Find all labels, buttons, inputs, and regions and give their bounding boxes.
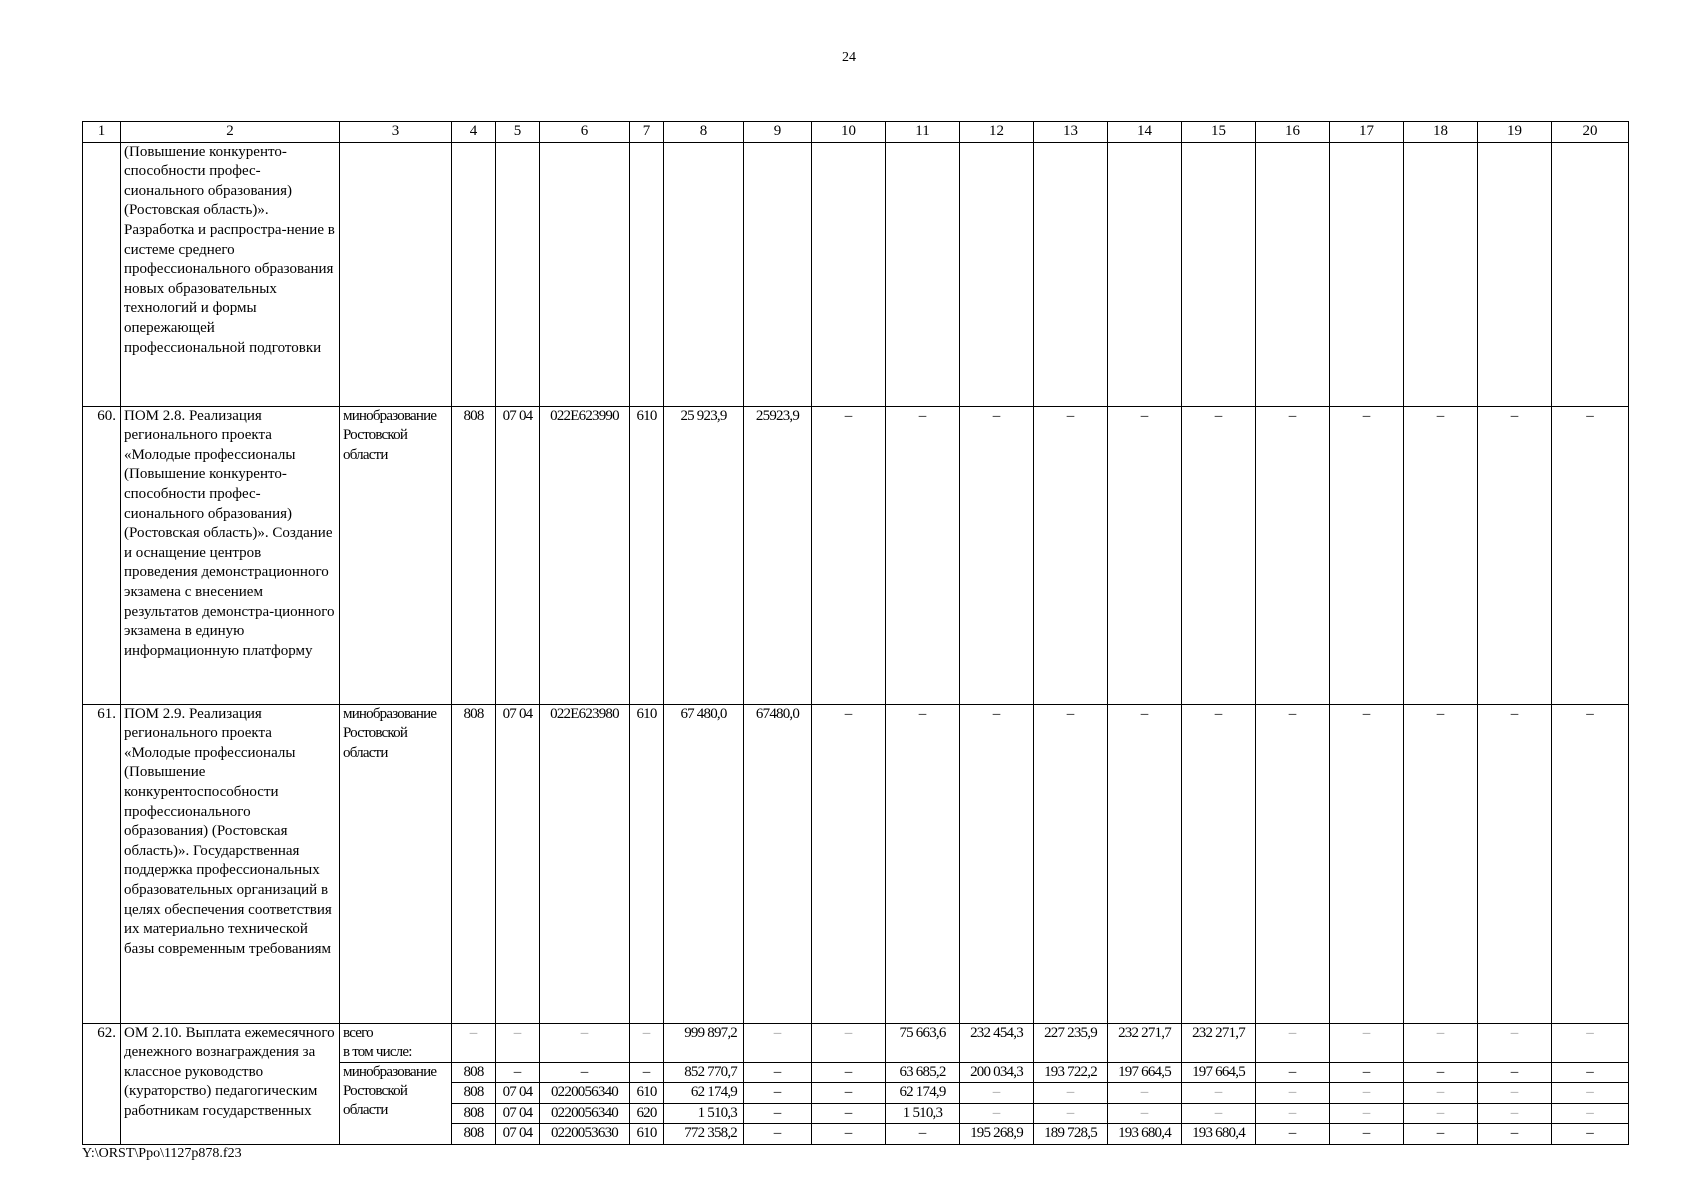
cell-c7: 610 — [630, 704, 664, 1023]
page-number: 24 — [842, 50, 856, 65]
cell-dash: – — [1478, 406, 1552, 704]
cell-dash: – — [1034, 1083, 1108, 1104]
cell-dash: – — [1478, 1023, 1552, 1062]
cell-c15: 193 680,4 — [1182, 1124, 1256, 1145]
cell-dash: – — [1404, 1083, 1478, 1104]
cell-dash: – — [812, 1023, 886, 1062]
cell-c13: 189 728,5 — [1034, 1124, 1108, 1145]
cell-dash: – — [452, 1023, 496, 1062]
cell-c5: 07 04 — [496, 406, 540, 704]
cell-dash: – — [1182, 1103, 1256, 1124]
col-header: 6 — [540, 122, 630, 143]
cell-dash: – — [1256, 1103, 1330, 1124]
row-number: 62. — [83, 1023, 121, 1144]
cell-dash: – — [812, 1124, 886, 1145]
cell-dash: – — [1256, 704, 1330, 1023]
cell-c14: 197 664,5 — [1108, 1062, 1182, 1083]
cell-dash: – — [1478, 704, 1552, 1023]
cell-c5: 07 04 — [496, 1083, 540, 1104]
cell-dash: – — [812, 704, 886, 1023]
row-executor: минобразование Ростовской области — [340, 704, 452, 1023]
cell-c9: 25923,9 — [744, 406, 812, 704]
cell-dash: – — [1330, 1124, 1404, 1145]
cell-dash: – — [1256, 1124, 1330, 1145]
cell-dash: – — [1552, 1083, 1629, 1104]
cell-dash: – — [1552, 1103, 1629, 1124]
cell-c8: 772 358,2 — [664, 1124, 744, 1145]
col-header: 19 — [1478, 122, 1552, 143]
col-header: 10 — [812, 122, 886, 143]
cell-dash: – — [540, 1023, 630, 1062]
col-header: 13 — [1034, 122, 1108, 143]
cell-c7: 620 — [630, 1103, 664, 1124]
cell-dash: – — [1478, 1124, 1552, 1145]
cell-c12: 195 268,9 — [960, 1124, 1034, 1145]
cell-c15: 197 664,5 — [1182, 1062, 1256, 1083]
cell-dash: – — [960, 1103, 1034, 1124]
cell-c8: 62 174,9 — [664, 1083, 744, 1104]
row-executor: минобразование Ростовской области — [340, 406, 452, 704]
row-description: (Повышение конкуренто-способности профес-сионального образования) (Ростовская область)». Разработка и распростра-нение в системе среднего профессионального образования новых образовательных технологий и формы опережающей профессиональной подготовки — [121, 142, 340, 406]
col-header: 1 — [83, 122, 121, 143]
cell-dash: – — [812, 1062, 886, 1083]
cell-c4: 808 — [452, 704, 496, 1023]
col-header: 12 — [960, 122, 1034, 143]
cell-c11: 63 685,2 — [886, 1062, 960, 1083]
cell-dash: – — [1404, 406, 1478, 704]
col-header: 17 — [1330, 122, 1404, 143]
row-description: ОМ 2.10. Выплата ежемесячного денежного вознаграждения за классное руководство (кураторство) педагогическим работникам государственных — [121, 1023, 340, 1144]
cell-c11: 1 510,3 — [886, 1103, 960, 1124]
col-header: 14 — [1108, 122, 1182, 143]
cell-dash: – — [1108, 406, 1182, 704]
col-header: 18 — [1404, 122, 1478, 143]
cell-c8: 67 480,0 — [664, 704, 744, 1023]
cell-dash: – — [960, 704, 1034, 1023]
cell-dash: – — [1552, 1124, 1629, 1145]
cell-dash: – — [960, 406, 1034, 704]
cell-c6: 0220053630 — [540, 1124, 630, 1145]
cell-c14: 232 271,7 — [1108, 1023, 1182, 1062]
cell-c6: 0220056340 — [540, 1083, 630, 1104]
col-header: 20 — [1552, 122, 1629, 143]
cell-c4: 808 — [452, 406, 496, 704]
col-header: 4 — [452, 122, 496, 143]
including-label: в том числе: — [343, 1043, 412, 1060]
cell-c13: 193 722,2 — [1034, 1062, 1108, 1083]
cell-dash: – — [1182, 1083, 1256, 1104]
cell-dash: – — [1404, 1062, 1478, 1083]
cell-dash: – — [1404, 1124, 1478, 1145]
cell-c4: 808 — [452, 1103, 496, 1124]
cell-dash: – — [1330, 406, 1404, 704]
cell-dash: – — [886, 406, 960, 704]
cell-dash: – — [1552, 1062, 1629, 1083]
cell-dash: – — [1034, 1103, 1108, 1124]
cell-dash: – — [1034, 704, 1108, 1023]
cell-dash: – — [812, 406, 886, 704]
header-row — [83, 122, 1629, 143]
cell-dash: – — [1034, 406, 1108, 704]
col-header: 16 — [1256, 122, 1330, 143]
cell-dash: – — [744, 1103, 812, 1124]
row-description: ПОМ 2.9. Реализация регионального проекта «Молодые профессионалы (Повышение конкурентоспособности профессионального образования) (Ростовская область)». Государственная поддержка профессиональных образовательных организаций в целях обеспечения соответствия их материально технической базы современным требованиям — [121, 704, 340, 1023]
cell-dash: – — [1330, 1103, 1404, 1124]
cell-dash: – — [1404, 704, 1478, 1023]
col-header: 15 — [1182, 122, 1256, 143]
cell-c5: 07 04 — [496, 1124, 540, 1145]
cell-dash: – — [812, 1083, 886, 1104]
cell-dash: – — [744, 1062, 812, 1083]
cell-c4: 808 — [452, 1062, 496, 1083]
cell-dash: – — [1478, 1062, 1552, 1083]
col-header: 7 — [630, 122, 664, 143]
cell-dash: – — [1330, 1062, 1404, 1083]
cell-c14: 193 680,4 — [1108, 1124, 1182, 1145]
cell-dash: – — [496, 1062, 540, 1083]
cell-c8: 1 510,3 — [664, 1103, 744, 1124]
cell-dash: – — [1108, 704, 1182, 1023]
budget-table — [82, 121, 1629, 1145]
col-header: 2 — [121, 122, 340, 143]
cell-c5: 07 04 — [496, 1103, 540, 1124]
cell-dash: – — [744, 1023, 812, 1062]
cell-c11: 75 663,6 — [886, 1023, 960, 1062]
cell-dash: – — [1108, 1103, 1182, 1124]
cell-c6: 022E623980 — [540, 704, 630, 1023]
cell-c4: 808 — [452, 1124, 496, 1145]
row-number: 61. — [83, 704, 121, 1023]
cell-c13: 227 235,9 — [1034, 1023, 1108, 1062]
cell-dash: – — [1552, 704, 1629, 1023]
table-row-continuation — [83, 142, 1629, 406]
cell-c6: 0220056340 — [540, 1103, 630, 1124]
cell-dash: – — [1330, 1023, 1404, 1062]
cell-dash: – — [1552, 406, 1629, 704]
cell-c15: 232 271,7 — [1182, 1023, 1256, 1062]
col-header: 3 — [340, 122, 452, 143]
cell-dash: – — [812, 1103, 886, 1124]
cell-c7: 610 — [630, 1124, 664, 1145]
cell-dash: – — [1256, 1023, 1330, 1062]
cell-dash: – — [1404, 1023, 1478, 1062]
cell-c7: 610 — [630, 1083, 664, 1104]
cell-c5: 07 04 — [496, 704, 540, 1023]
cell-dash: – — [744, 1124, 812, 1145]
row-number: 60. — [83, 406, 121, 704]
cell-dash: – — [886, 1124, 960, 1145]
row-description: ПОМ 2.8. Реализация регионального проекта «Молодые профессионалы (Повышение конкуренто-способности профес-сионального образования) (Ростовская область)». Создание и оснащение центров проведения демонстрационного экзамена с внесением результатов демонстра-ционного экзамена в единую информационную платформу — [121, 406, 340, 704]
cell-dash: – — [1552, 1023, 1629, 1062]
cell-dash: – — [1330, 704, 1404, 1023]
cell-dash: – — [1182, 406, 1256, 704]
cell-dash: – — [630, 1062, 664, 1083]
col-header: 8 — [664, 122, 744, 143]
table-row-61 — [83, 704, 1629, 1023]
cell-dash: – — [1256, 1062, 1330, 1083]
table-row-60 — [83, 406, 1629, 704]
cell-c6: 022E623990 — [540, 406, 630, 704]
cell-dash: – — [1256, 1083, 1330, 1104]
col-header: 11 — [886, 122, 960, 143]
col-header: 5 — [496, 122, 540, 143]
cell-c8: 999 897,2 — [664, 1023, 744, 1062]
cell-dash: – — [744, 1083, 812, 1104]
cell-dash: – — [1256, 406, 1330, 704]
cell-c8: 852 770,7 — [664, 1062, 744, 1083]
cell-dash: – — [540, 1062, 630, 1083]
cell-dash: – — [960, 1083, 1034, 1104]
cell-c7: 610 — [630, 406, 664, 704]
cell-dash: – — [886, 704, 960, 1023]
cell-c8: 25 923,9 — [664, 406, 744, 704]
row-executor: минобразование Ростовской области — [340, 1062, 452, 1144]
cell-c12: 200 034,3 — [960, 1062, 1034, 1083]
cell-dash: – — [1478, 1083, 1552, 1104]
footer-file-path: Y:\ORST\Ppo\1127p878.f23 — [82, 1146, 242, 1161]
cell-c12: 232 454,3 — [960, 1023, 1034, 1062]
cell-c4: 808 — [452, 1083, 496, 1104]
cell-dash: – — [1330, 1083, 1404, 1104]
cell-dash: – — [1108, 1083, 1182, 1104]
cell-dash: – — [1182, 704, 1256, 1023]
cell-c9: 67480,0 — [744, 704, 812, 1023]
cell-dash: – — [496, 1023, 540, 1062]
cell-dash: – — [630, 1023, 664, 1062]
cell-c11: 62 174,9 — [886, 1083, 960, 1104]
cell-dash: – — [1478, 1103, 1552, 1124]
col-header: 9 — [744, 122, 812, 143]
table-row-62-total — [83, 1023, 1629, 1062]
total-label: всего — [343, 1024, 373, 1041]
cell-dash: – — [1404, 1103, 1478, 1124]
